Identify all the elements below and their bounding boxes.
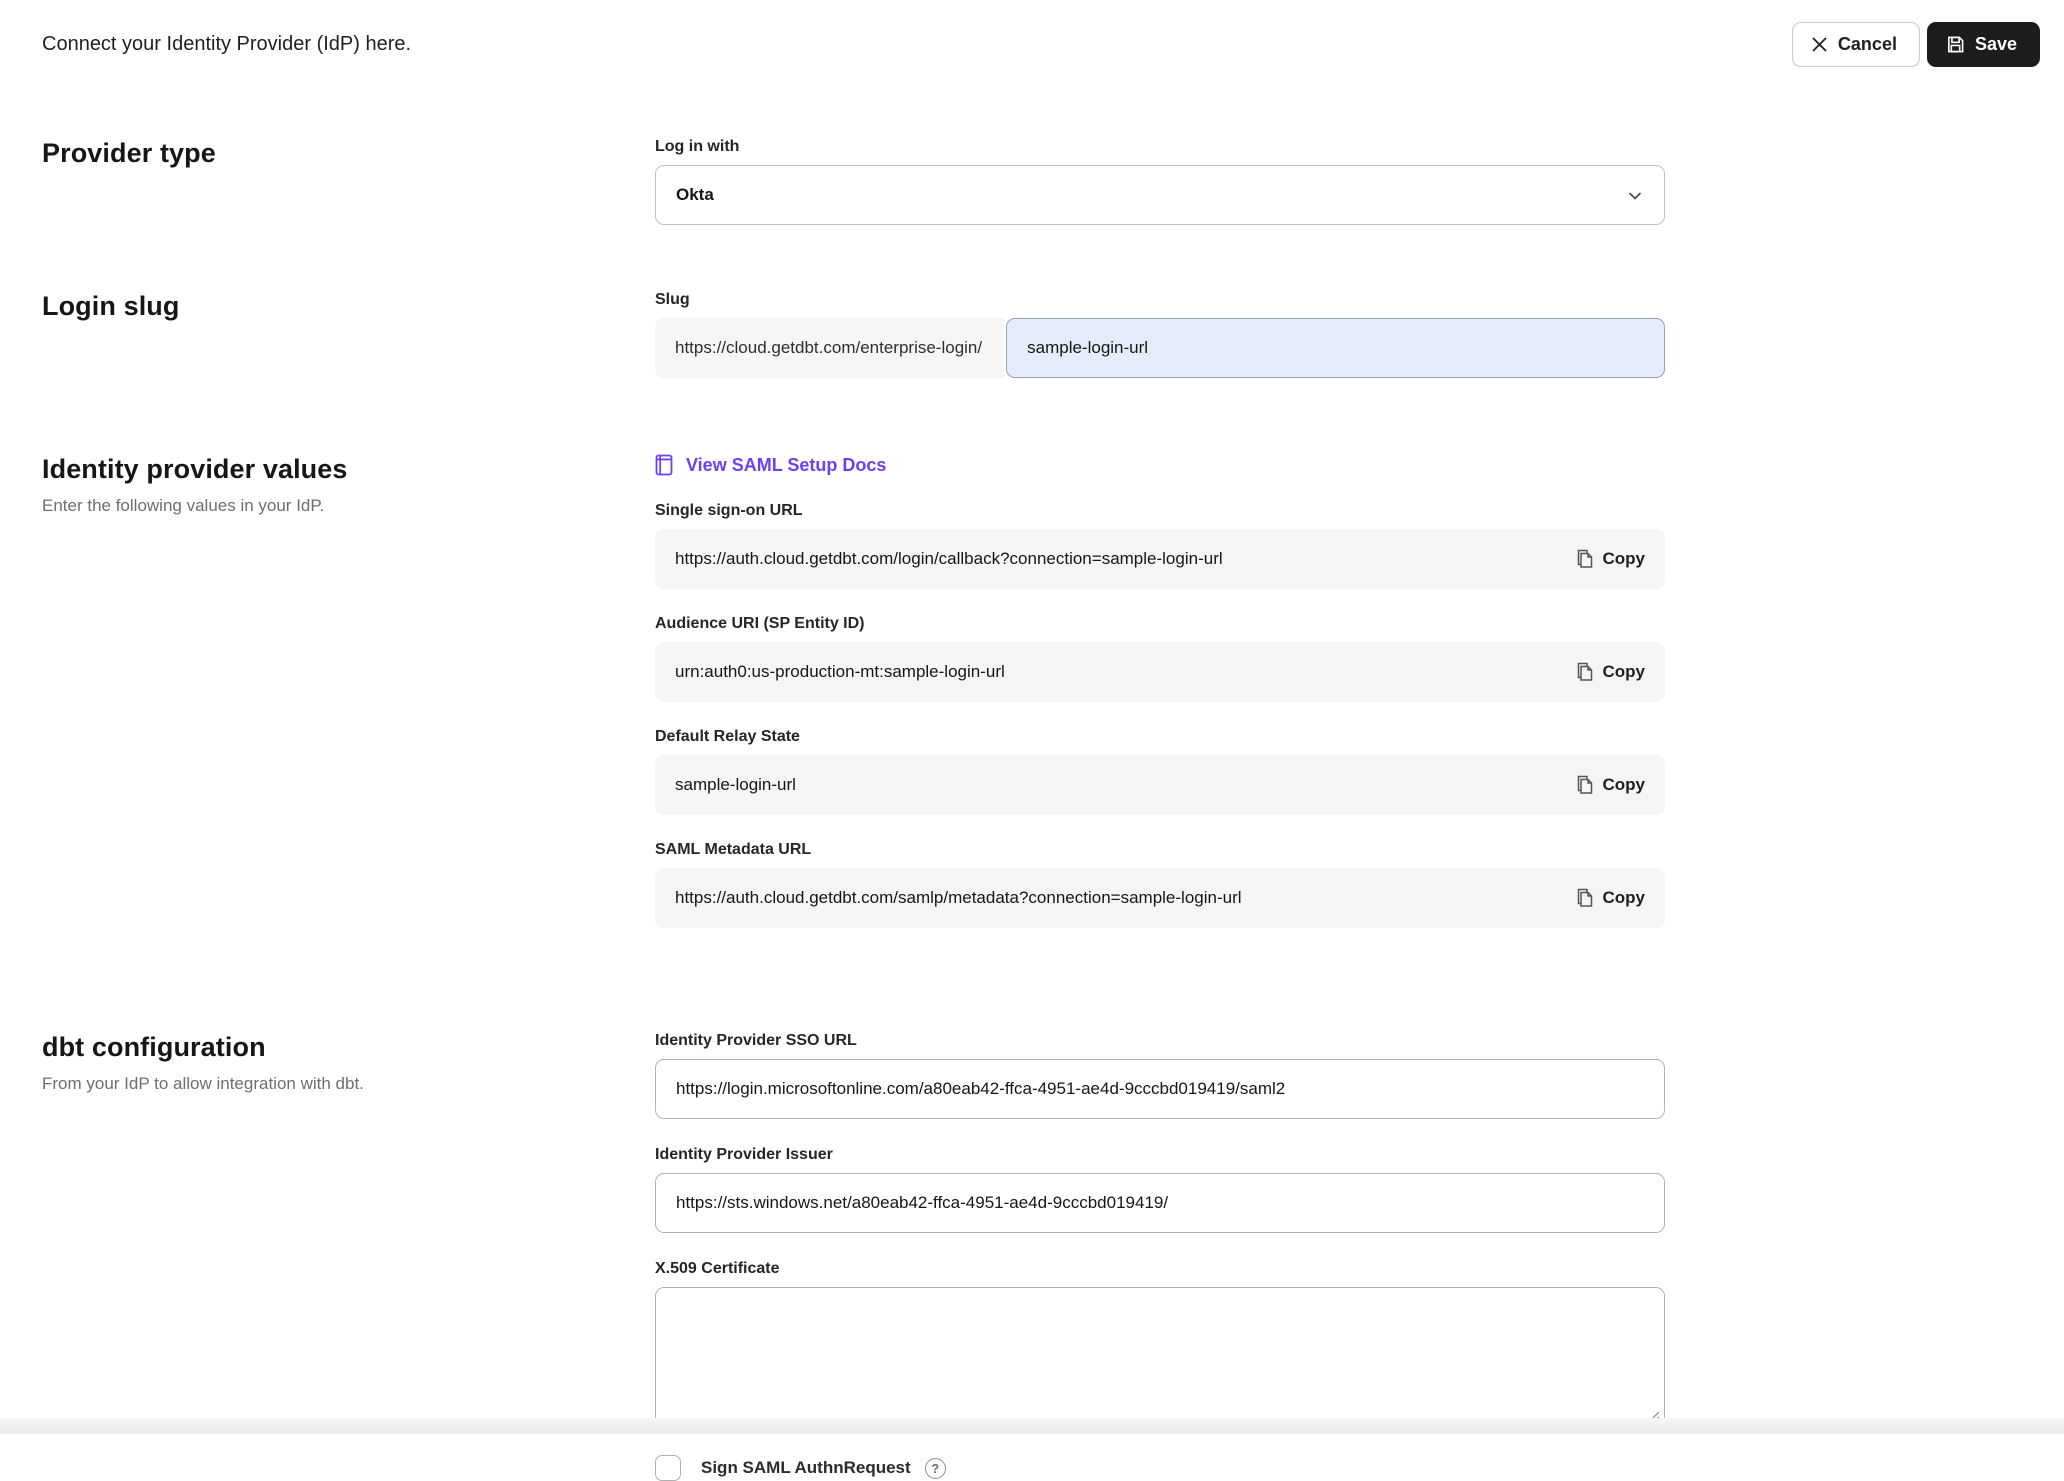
metadata-url-field [655, 868, 1665, 928]
audience-uri-field-block [655, 615, 1665, 702]
save-button[interactable] [1927, 22, 2040, 67]
idp-issuer-block [655, 1146, 1665, 1233]
provider-select-value: Okta [676, 185, 714, 204]
copy-button-label: Copy [1602, 662, 1645, 681]
certificate-block [655, 1260, 1665, 1427]
save-button-label: Save [1974, 33, 2017, 54]
idp-sso-url-input[interactable] [655, 1059, 1665, 1119]
copy-icon [1576, 549, 1594, 569]
copy-sso-url-button[interactable] [1576, 549, 1646, 569]
relay-state-field-block [655, 728, 1665, 815]
dbt-configuration-section [0, 1032, 2064, 1481]
idp-issuer-label: Identity Provider Issuer [655, 1146, 833, 1163]
login-slug-heading: Login slug [42, 291, 180, 321]
sign-authn-row [655, 1455, 1665, 1481]
audience-uri-value: urn:auth0:us-production-mt:sample-login-url [675, 662, 1005, 681]
cancel-button[interactable] [1792, 22, 1920, 67]
idp-sso-url-label: Identity Provider SSO URL [655, 1032, 857, 1049]
certificate-textarea-wrap [655, 1287, 1665, 1427]
sign-authn-label: Sign SAML AuthnRequest [701, 1458, 911, 1477]
sso-url-value: https://auth.cloud.getdbt.com/login/callback?connection=sample-login-url [675, 549, 1223, 568]
topbar [0, 0, 2064, 66]
idp-values-left [42, 454, 655, 954]
bottom-strip [0, 1418, 2064, 1434]
metadata-url-label: SAML Metadata URL [655, 841, 812, 858]
copy-relay-state-button[interactable] [1576, 775, 1646, 795]
sso-url-label: Single sign-on URL [655, 502, 803, 519]
idp-values-heading: Identity provider values [42, 454, 348, 484]
copy-icon [1576, 775, 1594, 795]
audience-uri-label: Audience URI (SP Entity ID) [655, 615, 865, 632]
login-slug-section [0, 291, 2064, 378]
dbt-configuration-subtitle: From your IdP to allow integration with dbt. [42, 1074, 364, 1093]
slug-input[interactable] [1006, 318, 1665, 378]
idp-sso-url-block [655, 1032, 1665, 1119]
slug-label: Slug [655, 291, 690, 308]
copy-icon [1576, 662, 1594, 682]
idp-values-section [0, 454, 2064, 954]
page-description: Connect your Identity Provider (IdP) here. [42, 32, 412, 55]
certificate-label: X.509 Certificate [655, 1260, 780, 1277]
sso-url-field [655, 529, 1665, 589]
copy-icon [1576, 888, 1594, 908]
docs-icon [655, 454, 674, 476]
provider-type-left [42, 138, 655, 225]
sso-url-field-block [655, 502, 1665, 589]
login-slug-left [42, 291, 655, 378]
provider-type-right [655, 138, 1665, 225]
login-slug-right [655, 291, 1665, 378]
copy-button-label: Copy [1602, 888, 1645, 907]
dbt-configuration-heading: dbt configuration [42, 1032, 266, 1062]
copy-button-label: Copy [1602, 549, 1645, 568]
sign-authn-checkbox[interactable] [655, 1455, 681, 1481]
chevron-down-icon [1626, 187, 1644, 205]
copy-metadata-url-button[interactable] [1576, 888, 1646, 908]
metadata-url-field-block [655, 841, 1665, 928]
idp-issuer-input[interactable] [655, 1173, 1665, 1233]
slug-url-prefix: https://cloud.getdbt.com/enterprise-login/ [655, 318, 1004, 378]
relay-state-value: sample-login-url [675, 775, 796, 794]
relay-state-field [655, 755, 1665, 815]
topbar-actions [1792, 22, 2040, 67]
relay-state-label: Default Relay State [655, 728, 800, 745]
dbt-configuration-right [655, 1032, 1665, 1481]
dbt-configuration-left [42, 1032, 655, 1481]
idp-values-subtitle: Enter the following values in your IdP. [42, 496, 325, 515]
metadata-url-value: https://auth.cloud.getdbt.com/samlp/metadata?connection=sample-login-url [675, 888, 1242, 907]
copy-audience-uri-button[interactable] [1576, 662, 1646, 682]
cancel-button-label: Cancel [1837, 33, 1897, 54]
save-icon [1946, 35, 1965, 54]
idp-values-right [655, 454, 1665, 954]
slug-input-group [655, 318, 1665, 378]
provider-type-section [0, 138, 2064, 225]
provider-type-heading: Provider type [42, 138, 216, 168]
login-with-label: Log in with [655, 138, 740, 155]
audience-uri-field [655, 642, 1665, 702]
provider-select[interactable] [655, 165, 1665, 225]
close-icon [1811, 36, 1828, 53]
saml-docs-link[interactable] [655, 454, 886, 476]
help-icon[interactable]: ? [925, 1458, 946, 1479]
saml-docs-link-label: View SAML Setup Docs [686, 454, 887, 475]
certificate-textarea[interactable] [655, 1287, 1665, 1427]
copy-button-label: Copy [1602, 775, 1645, 794]
